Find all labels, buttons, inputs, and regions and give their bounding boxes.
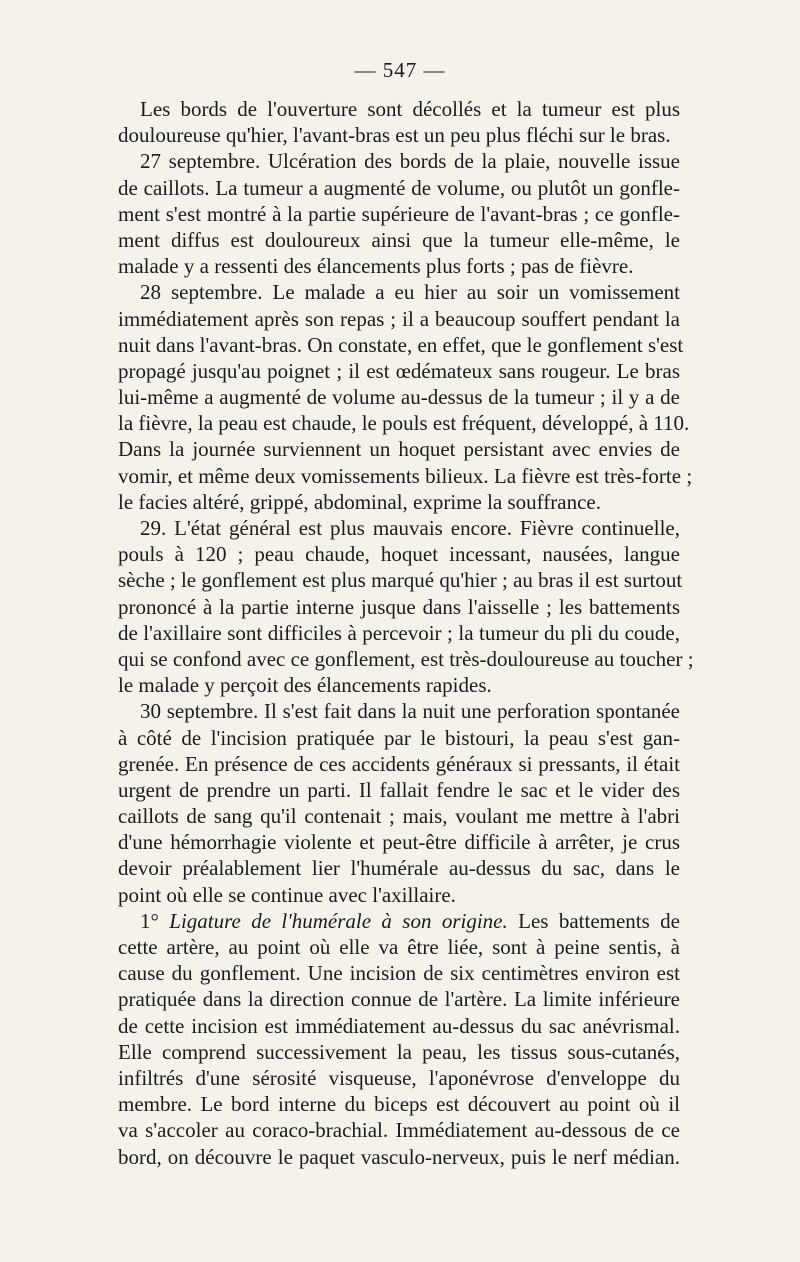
text-line: propagé jusqu'au poignet ; il est œdémateux sans rougeur. Le bras <box>118 358 680 383</box>
text-line: ment s'est montré à la partie supérieure de l'avant-bras ; ce gonfle- <box>118 201 680 226</box>
text-line: 30 septembre. Il s'est fait dans la nuit une perforation spontanée <box>140 699 680 724</box>
section-number: 1° <box>140 908 159 933</box>
text-line: qui se confond avec ce gonflement, est très-douloureuse au toucher ; <box>118 646 694 671</box>
text-line: cause du gonflement. Une incision de six centimètres environ est <box>118 961 680 986</box>
text-line: infiltrés d'une sérosité visqueuse, l'aponévrose d'enveloppe du <box>118 1065 680 1090</box>
text-line: vomir, et même deux vomissements bilieux. La fièvre est très-forte ; <box>118 463 693 488</box>
text-line: de caillots. La tumeur a augmenté de volume, ou plutôt un gonfle- <box>118 175 680 200</box>
text-line: malade y a ressenti des élancements plus forts ; pas de fièvre. <box>118 254 634 279</box>
text-line: pratiquée dans la direction connue de l'artère. La limite inférieure <box>118 987 680 1012</box>
text-line: prononcé à la partie interne jusque dans l'aisselle ; les battements <box>118 594 680 619</box>
text-line: de cette incision est immédiatement au-dessus du sac anévrismal. <box>118 1013 680 1038</box>
paragraph <box>118 515 694 698</box>
text-line: d'une hémorrhagie violente et peut-être difficile à arrêter, je crus <box>118 830 680 855</box>
paragraph <box>118 279 693 515</box>
text-line: nuit dans l'avant-bras. On constate, en effet, que le gonflement s'est <box>118 332 684 357</box>
paragraph <box>118 96 680 148</box>
text-line: urgent de prendre un parti. Il fallait fendre le sac et le vider des <box>118 777 680 802</box>
page-number: — 547 — <box>354 58 446 82</box>
text-line: Les bords de l'ouverture sont décollés et la tumeur est plus <box>140 97 680 121</box>
paragraph <box>118 908 680 1170</box>
section-heading: Ligature de l'humérale à son origine. <box>169 908 508 933</box>
text-line: 28 septembre. Le malade a eu hier au soir un vomissement <box>140 280 680 305</box>
text-line: le facies altéré, grippé, abdominal, exprime la souffrance. <box>118 489 601 514</box>
text-line: va s'accoler au coraco-brachial. Immédiatement au-dessous de ce <box>118 1118 680 1143</box>
text-line: Elle comprend successivement la peau, les tissus sous-cutanés, <box>118 1039 680 1064</box>
text-line: 29. L'état général est plus mauvais encore. Fièvre continuelle, <box>140 516 680 540</box>
text-line: Dans la journée surviennent un hoquet persistant avec envies de <box>118 437 680 462</box>
text-line: membre. Le bord interne du biceps est découvert au point où il <box>118 1092 680 1117</box>
text-line: à côté de l'incision pratiquée par le bistouri, la peau s'est gan- <box>118 725 680 750</box>
text-line <box>118 908 680 934</box>
text-line: douloureuse qu'hier, l'avant-bras est un peu plus fléchi sur le bras. <box>118 123 671 148</box>
text-line: 27 septembre. Ulcération des bords de la plaie, nouvelle issue <box>140 149 680 174</box>
page-body <box>118 96 694 1170</box>
text-fragment: Les battements de <box>518 908 681 933</box>
text-line: ment diffus est douloureux ainsi que la tumeur elle-même, le <box>118 227 680 252</box>
paragraph <box>118 148 680 279</box>
text-line: de l'axillaire sont difficiles à percevoir ; la tumeur du pli du coude, <box>118 620 680 645</box>
text-line: lui-même a augmenté de volume au-dessus de la tumeur ; il y a de <box>118 385 680 410</box>
text-line: point où elle se continue avec l'axillaire. <box>118 882 456 907</box>
text-line: caillots de sang qu'il contenait ; mais, voulant me mettre à l'abri <box>118 804 680 829</box>
text-line: immédiatement après son repas ; il a beaucoup souffert pendant la <box>118 306 680 331</box>
text-line: bord, on découvre le paquet vasculo-nerveux, puis le nerf médian. <box>118 1144 680 1169</box>
text-line: cette artère, au point où elle va être liée, sont à peine sentis, à <box>118 935 680 959</box>
paragraph <box>118 698 680 908</box>
text-line: pouls à 120 ; peau chaude, hoquet incessant, nausées, langue <box>118 542 680 567</box>
text-line: le malade y perçoit des élancements rapides. <box>118 673 492 698</box>
text-line: la fièvre, la peau est chaude, le pouls est fréquent, développé, à 110. <box>118 411 690 436</box>
text-line: sèche ; le gonflement est plus marqué qu'hier ; au bras il est surtout <box>118 568 683 593</box>
text-line: devoir préalablement lier l'humérale au-dessus du sac, dans le <box>118 856 680 881</box>
text-line: grenée. En présence de ces accidents généraux si pressants, il était <box>118 751 680 776</box>
